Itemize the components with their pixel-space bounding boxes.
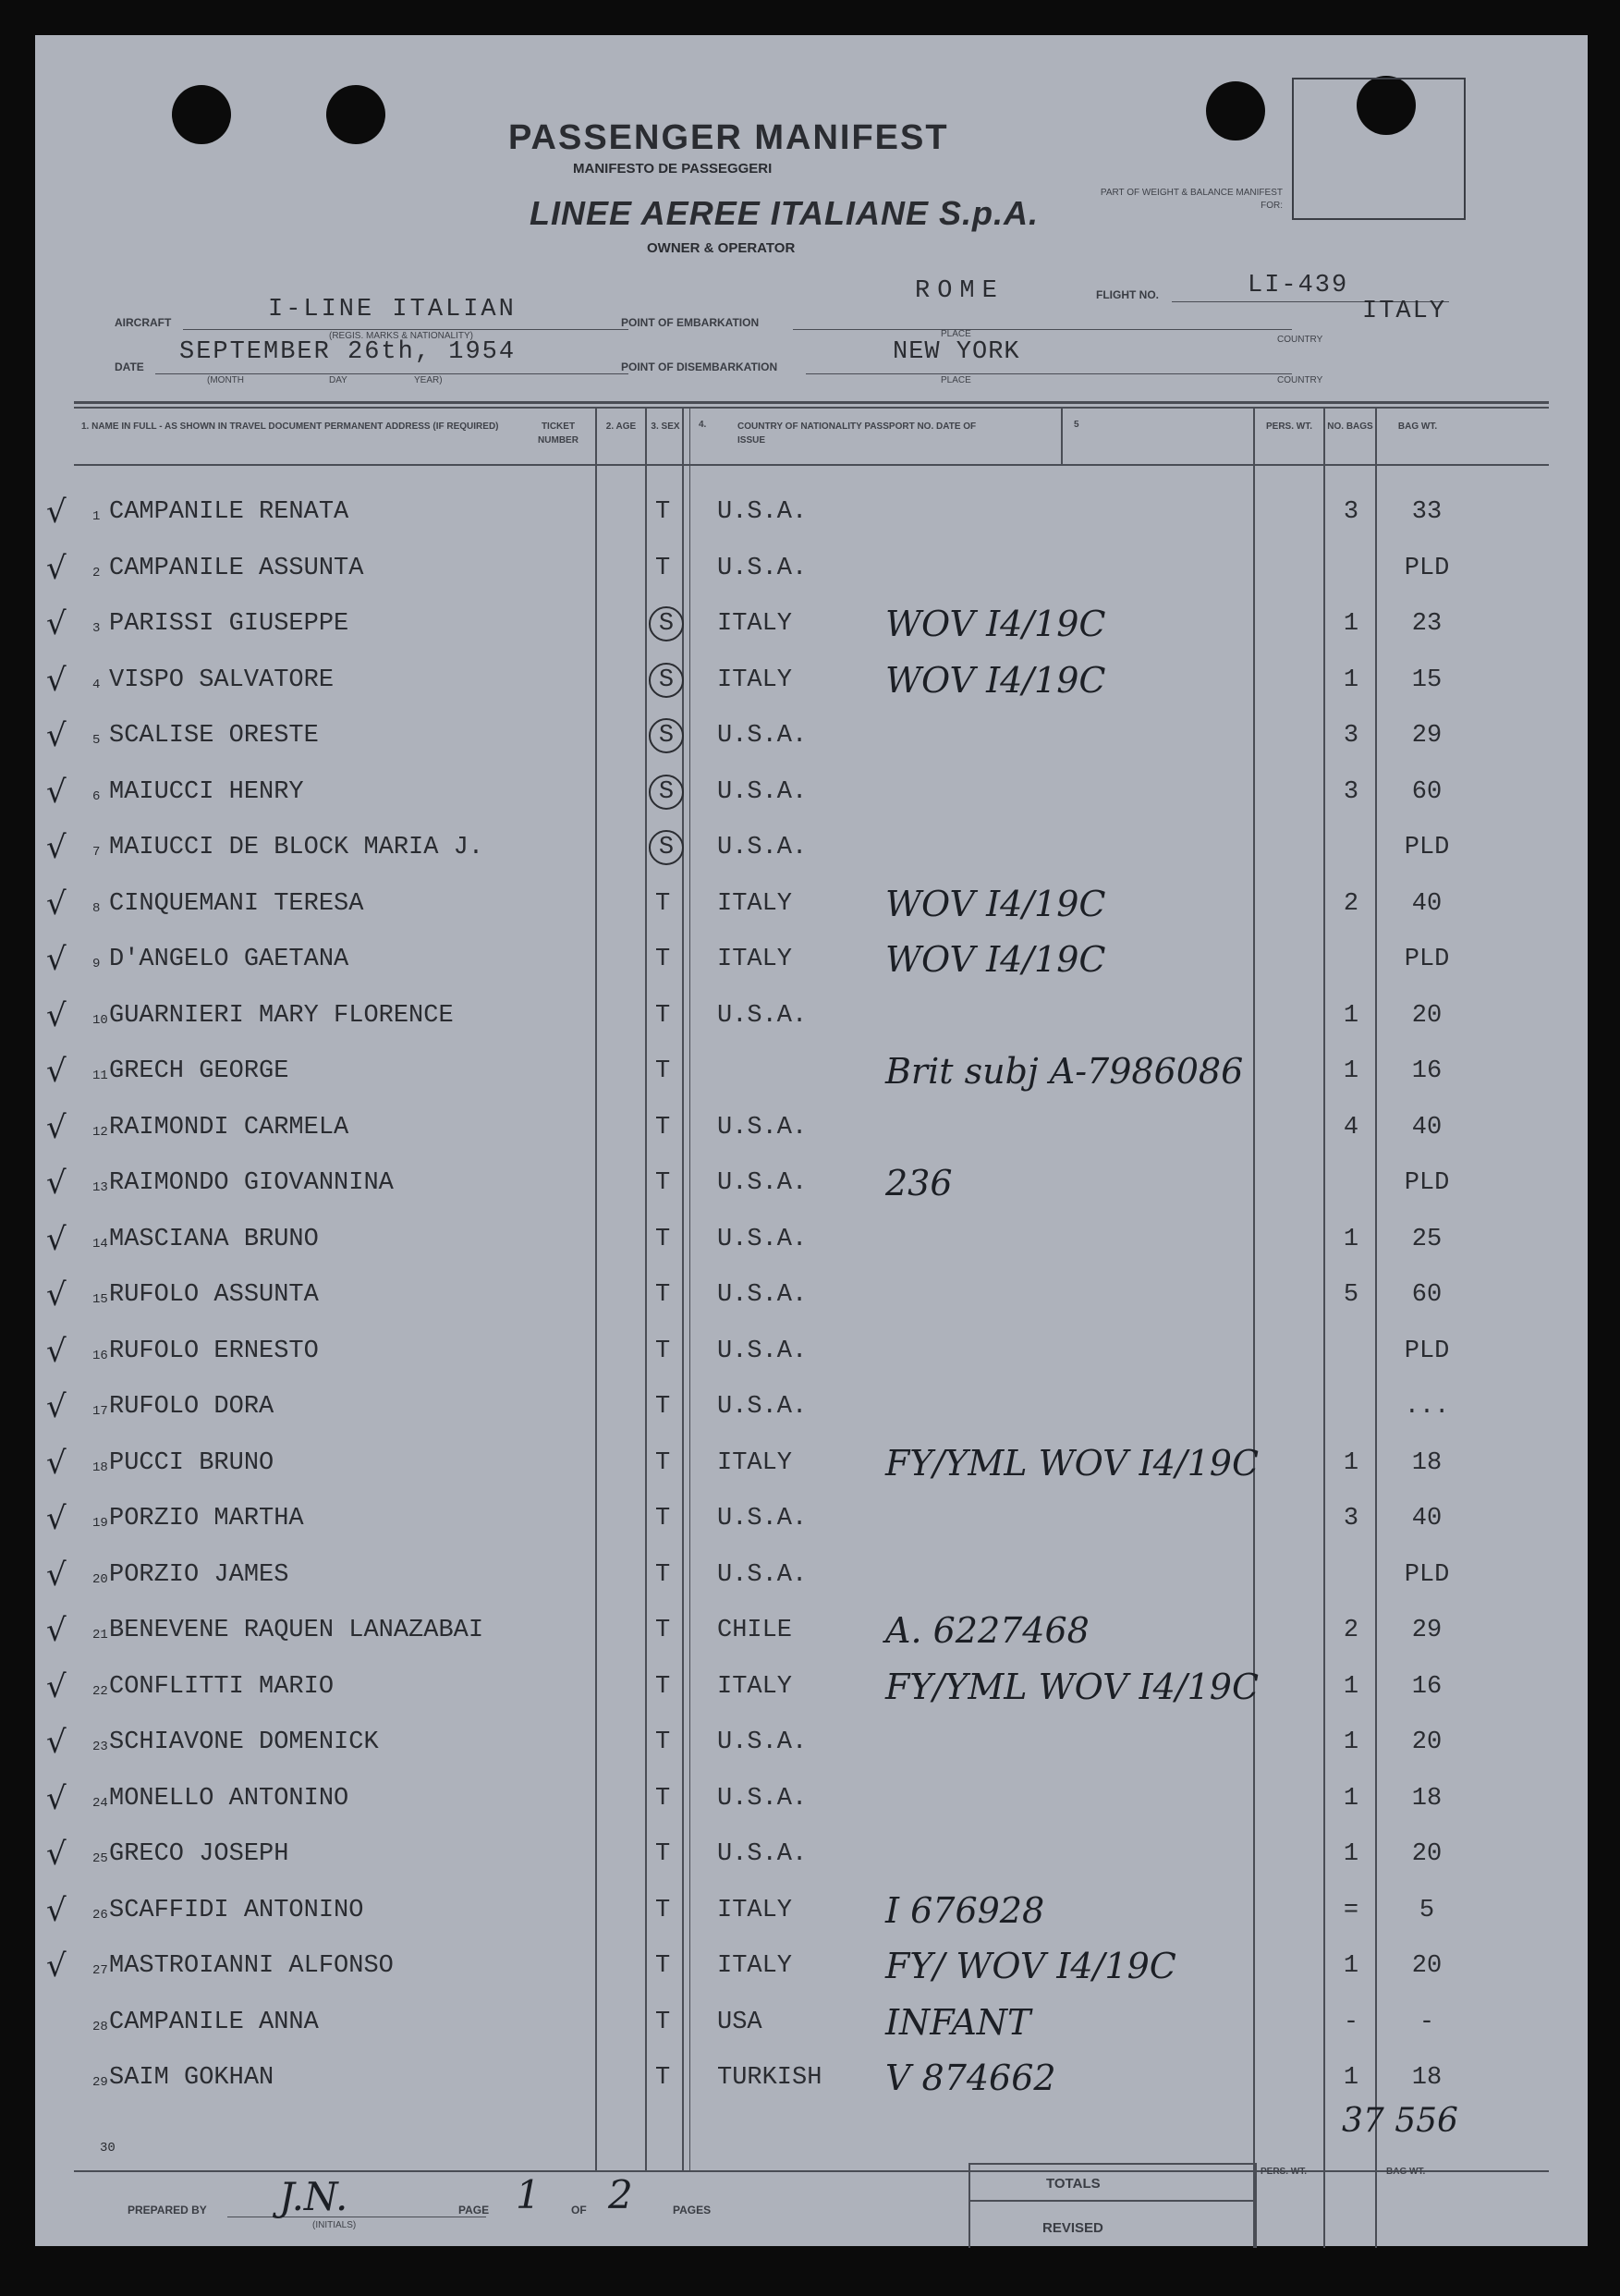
bag-weight: 18 [1411, 1785, 1443, 1813]
date-value: SEPTEMBER 26th, 1954 [179, 338, 517, 366]
bag-weight: 40 [1411, 1114, 1443, 1142]
check-mark: √ [46, 605, 67, 642]
embarkation-rule [793, 329, 1292, 330]
passenger-name: RAIMONDO GIOVANNINA [109, 1169, 394, 1197]
bag-weight: - [1419, 2009, 1435, 2036]
table-row [35, 1445, 1588, 1482]
punch-hole-2 [326, 85, 385, 144]
bag-weight: 40 [1411, 1505, 1443, 1533]
row-number: 20 [92, 1572, 108, 1587]
passenger-country: U.S.A. [717, 1169, 808, 1197]
passenger-sex: T [655, 890, 671, 918]
passenger-country: ITALY [717, 890, 793, 918]
passenger-country: U.S.A. [717, 1561, 808, 1589]
row-number: 9 [92, 957, 101, 971]
passenger-country: TURKISH [717, 2064, 822, 2092]
bag-count: 3 [1343, 498, 1359, 526]
passenger-document: FY/ WOV I4/19C [885, 1946, 1176, 1986]
footer-pers-wt-label: PERS. WT. [1261, 2167, 1308, 2177]
table-row [35, 662, 1588, 699]
check-mark: √ [46, 1445, 67, 1482]
row-number: 28 [92, 2020, 108, 2034]
disembarkation-label: POINT OF DISEMBARKATION [621, 360, 778, 373]
row-number: 1 [92, 509, 101, 524]
prepared-by-label: PREPARED BY [128, 2204, 207, 2217]
passenger-country: U.S.A. [717, 1728, 808, 1756]
bag-weight: 25 [1411, 1226, 1443, 1253]
table-row [35, 1165, 1588, 1202]
passenger-name: CONFLITTI MARIO [109, 1673, 335, 1701]
bag-weight: 20 [1411, 1952, 1443, 1980]
table-row [35, 1053, 1588, 1090]
table-row [35, 1333, 1588, 1370]
passenger-sex: T [655, 1169, 671, 1197]
passenger-sex: S [649, 718, 684, 753]
passenger-sex: T [655, 2009, 671, 2036]
embarkation-place-label: PLACE [941, 329, 971, 339]
country-label-1: COUNTRY [1277, 335, 1323, 345]
row-number: 17 [92, 1404, 108, 1419]
passenger-country: ITALY [717, 610, 793, 638]
table-row [35, 1724, 1588, 1761]
passenger-country: U.S.A. [717, 1785, 808, 1813]
bag-weight: PLD [1404, 1561, 1450, 1589]
weight-balance-box [1292, 78, 1466, 220]
passenger-sex: T [655, 1449, 671, 1477]
table-row [35, 941, 1588, 978]
passenger-sex: T [655, 1002, 671, 1030]
country-label-2: COUNTRY [1277, 375, 1323, 385]
bag-count: 1 [1343, 2064, 1359, 2092]
aircraft-sub-label: (REGIS. MARKS & NATIONALITY) [329, 331, 473, 341]
bag-count: 1 [1343, 1057, 1359, 1085]
passenger-country: U.S.A. [717, 1840, 808, 1868]
passenger-sex: T [655, 1057, 671, 1085]
passenger-country: U.S.A. [717, 1226, 808, 1253]
row-number: 29 [92, 2075, 108, 2090]
table-row [35, 1557, 1588, 1594]
passenger-sex: T [655, 555, 671, 582]
passenger-document: A. 6227468 [885, 1610, 1090, 1651]
passenger-name: BENEVENE RAQUEN LANAZABAI [109, 1617, 484, 1644]
bag-weight: 60 [1411, 778, 1443, 806]
passenger-document: INFANT [885, 2002, 1031, 2043]
date-sub-month: (MONTH [207, 375, 244, 385]
passenger-country: ITALY [717, 1449, 793, 1477]
check-mark: √ [46, 1557, 67, 1594]
passenger-name: MAIUCCI HENRY [109, 778, 304, 806]
table-row [35, 1948, 1588, 1985]
row-number: 12 [92, 1125, 108, 1140]
passenger-sex: T [655, 1505, 671, 1533]
bag-weight: PLD [1404, 555, 1450, 582]
table-row [35, 494, 1588, 531]
bag-count: 1 [1343, 1002, 1359, 1030]
passenger-country: U.S.A. [717, 1114, 808, 1142]
bag-weight: 29 [1411, 1617, 1443, 1644]
passenger-name: RUFOLO ERNESTO [109, 1337, 319, 1365]
bag-count: 1 [1343, 1449, 1359, 1477]
row-number: 15 [92, 1292, 108, 1307]
passenger-country: ITALY [717, 666, 793, 694]
passenger-country: U.S.A. [717, 1393, 808, 1421]
check-mark: √ [46, 1221, 67, 1258]
passenger-name: MONELLO ANTONINO [109, 1785, 349, 1813]
embarkation-value: ROME [915, 277, 1005, 305]
passenger-country: U.S.A. [717, 778, 808, 806]
table-top-rule-2 [74, 407, 1549, 409]
passenger-name: GRECO JOSEPH [109, 1840, 289, 1868]
row-number: 24 [92, 1796, 108, 1811]
table-row [35, 997, 1588, 1034]
passenger-country: U.S.A. [717, 498, 808, 526]
col-header-sex: 3. SEX [651, 421, 680, 432]
row-number: 21 [92, 1628, 108, 1643]
date-rule [155, 373, 628, 374]
check-mark: √ [46, 1388, 67, 1425]
passenger-country: CHILE [717, 1617, 793, 1644]
check-mark: √ [46, 1053, 67, 1090]
row-number: 14 [92, 1237, 108, 1252]
table-row [35, 1276, 1588, 1313]
bag-count: 1 [1343, 1785, 1359, 1813]
check-mark: √ [46, 550, 67, 587]
bag-weight: 18 [1411, 1449, 1443, 1477]
bag-weight: 16 [1411, 1673, 1443, 1701]
page-subtitle: MANIFESTO DE PASSEGGERI [573, 161, 773, 177]
date-label: DATE [115, 360, 144, 373]
passenger-country: U.S.A. [717, 834, 808, 861]
page-label: PAGE [458, 2204, 490, 2217]
col-header-pers-wt: PERS. WT. [1265, 421, 1312, 432]
bag-count: 2 [1343, 890, 1359, 918]
bag-weight: 40 [1411, 890, 1443, 918]
passenger-document: FY/YML WOV I4/19C [885, 1667, 1260, 1707]
passenger-name: VISPO SALVATORE [109, 666, 335, 694]
bag-weight: PLD [1404, 834, 1450, 861]
check-mark: √ [46, 885, 67, 922]
row-number: 13 [92, 1180, 108, 1195]
passenger-sex: T [655, 2064, 671, 2092]
passenger-sex: T [655, 1952, 671, 1980]
passenger-name: CAMPANILE ANNA [109, 2009, 319, 2036]
bag-count: 1 [1343, 1840, 1359, 1868]
col-header-nationality-no: 4. [699, 420, 707, 430]
passenger-name: SAIM GOKHAN [109, 2064, 274, 2092]
bag-count: 1 [1343, 1952, 1359, 1980]
table-header-rule [74, 464, 1549, 466]
row-number: 22 [92, 1684, 108, 1699]
country-value: ITALY [1362, 298, 1447, 325]
bag-count: = [1343, 1897, 1359, 1924]
col-header-5: 5 [1074, 420, 1079, 430]
bag-count: 1 [1343, 610, 1359, 638]
passenger-name: D'ANGELO GAETANA [109, 946, 349, 973]
table-row [35, 1109, 1588, 1146]
row-30-number: 30 [100, 2141, 116, 2156]
totals-label: TOTALS [1046, 2176, 1101, 2192]
owner-label: OWNER & OPERATOR [647, 240, 796, 256]
row-number: 16 [92, 1349, 108, 1363]
revised-label: REVISED [1042, 2220, 1103, 2236]
passenger-country: U.S.A. [717, 555, 808, 582]
passenger-sex: T [655, 1281, 671, 1309]
check-mark: √ [46, 774, 67, 811]
passenger-name: MASTROIANNI ALFONSO [109, 1952, 394, 1980]
disembarkation-rule [806, 373, 1292, 374]
bag-weight: 15 [1411, 666, 1443, 694]
row-number: 23 [92, 1740, 108, 1754]
passenger-name: SCAFFIDI ANTONINO [109, 1897, 364, 1924]
col-header-nationality: COUNTRY OF NATIONALITY PASSPORT NO. DATE OF ISSUE [737, 421, 977, 446]
passenger-country: U.S.A. [717, 722, 808, 750]
bag-count: 3 [1343, 722, 1359, 750]
passenger-document: WOV I4/19C [885, 660, 1106, 701]
embarkation-label: POINT OF EMBARKATION [621, 316, 760, 329]
table-row [35, 2004, 1588, 2041]
bag-count: 1 [1343, 1728, 1359, 1756]
passenger-country: U.S.A. [717, 1281, 808, 1309]
check-mark: √ [46, 1892, 67, 1929]
passenger-country: ITALY [717, 946, 793, 973]
check-mark: √ [46, 494, 67, 531]
passenger-sex: S [649, 830, 684, 865]
check-mark: √ [46, 1724, 67, 1761]
table-bottom-rule [74, 2170, 1549, 2172]
disembarkation-value: NEW YORK [893, 338, 1020, 366]
table-row [35, 1668, 1588, 1705]
bag-weight: 33 [1411, 498, 1443, 526]
bag-count: 3 [1343, 1505, 1359, 1533]
bag-weight: 5 [1419, 1897, 1435, 1924]
bag-weight: 20 [1411, 1840, 1443, 1868]
passenger-name: RAIMONDI CARMELA [109, 1114, 349, 1142]
bag-count: 1 [1343, 666, 1359, 694]
prepared-by-initials: J.N. [279, 2174, 348, 2219]
table-row [35, 2059, 1588, 2096]
check-mark: √ [46, 1333, 67, 1370]
punch-hole-1 [172, 85, 231, 144]
row-number: 4 [92, 678, 101, 692]
passenger-sex: T [655, 1617, 671, 1644]
passenger-name: MASCIANA BRUNO [109, 1226, 319, 1253]
table-row [35, 605, 1588, 642]
check-mark: √ [46, 1780, 67, 1817]
passenger-sex: T [655, 1673, 671, 1701]
passenger-name: PARISSI GIUSEPPE [109, 610, 349, 638]
row-number: 25 [92, 1851, 108, 1866]
passenger-document: WOV I4/19C [885, 884, 1106, 924]
airline-name: LINEE AEREE ITALIANE S.p.A. [530, 194, 1040, 232]
passenger-sex: T [655, 1785, 671, 1813]
row-number: 19 [92, 1516, 108, 1531]
bag-weight: 20 [1411, 1728, 1443, 1756]
passenger-country: USA [717, 2009, 762, 2036]
passenger-name: SCALISE ORESTE [109, 722, 319, 750]
passenger-document: FY/YML WOV I4/19C [885, 1443, 1260, 1484]
bag-weight: 18 [1411, 2064, 1443, 2092]
passenger-sex: T [655, 1728, 671, 1756]
date-sub-year: YEAR) [414, 375, 443, 385]
bag-weight: PLD [1404, 1169, 1450, 1197]
totals-box-rule [968, 2200, 1253, 2202]
row-number: 27 [92, 1963, 108, 1978]
passenger-name: CAMPANILE ASSUNTA [109, 555, 364, 582]
check-mark: √ [46, 1109, 67, 1146]
check-mark: √ [46, 1612, 67, 1649]
col-header-name: 1. NAME IN FULL - AS SHOWN IN TRAVEL DOCUMENT PERMANENT ADDRESS (IF REQUIRED) [81, 421, 499, 432]
footer-bag-wt-label: BAG WT. [1386, 2167, 1426, 2177]
passenger-country: U.S.A. [717, 1002, 808, 1030]
check-mark: √ [46, 1500, 67, 1537]
page-total: 2 [608, 2172, 633, 2217]
table-row [35, 1836, 1588, 1873]
col-header-age: 2. AGE [605, 421, 637, 432]
passenger-name: RUFOLO DORA [109, 1393, 274, 1421]
passenger-sex: T [655, 1840, 671, 1868]
row-number: 3 [92, 621, 101, 636]
page-number: 1 [516, 2172, 541, 2217]
check-mark: √ [46, 1836, 67, 1873]
row-number: 26 [92, 1908, 108, 1923]
passenger-sex: T [655, 1897, 671, 1924]
passenger-name: PUCCI BRUNO [109, 1449, 274, 1477]
passenger-sex: T [655, 1561, 671, 1589]
bag-weight: 20 [1411, 1002, 1443, 1030]
table-row [35, 550, 1588, 587]
passenger-name: GRECH GEORGE [109, 1057, 289, 1085]
table-row [35, 1500, 1588, 1537]
check-mark: √ [46, 1948, 67, 1985]
date-sub-day: DAY [329, 375, 347, 385]
bag-weight: 60 [1411, 1281, 1443, 1309]
running-total: 37 556 [1342, 2102, 1458, 2140]
aircraft-label: AIRCRAFT [115, 316, 172, 329]
passenger-sex: T [655, 1226, 671, 1253]
passenger-name: PORZIO MARTHA [109, 1505, 304, 1533]
row-number: 18 [92, 1460, 108, 1475]
manifest-sheet [35, 35, 1588, 2246]
bag-count: 1 [1343, 1673, 1359, 1701]
table-row [35, 1388, 1588, 1425]
row-number: 11 [92, 1069, 108, 1083]
row-number: 7 [92, 845, 101, 860]
flight-no-value: LI-439 [1248, 272, 1349, 299]
bag-weight: 29 [1411, 722, 1443, 750]
check-mark: √ [46, 829, 67, 866]
table-row [35, 1612, 1588, 1649]
check-mark: √ [46, 1276, 67, 1313]
bag-weight: ... [1404, 1393, 1450, 1421]
passenger-sex: S [649, 663, 684, 698]
passenger-country: ITALY [717, 1673, 793, 1701]
passenger-sex: S [649, 775, 684, 810]
table-top-rule [74, 401, 1549, 404]
passenger-sex: T [655, 498, 671, 526]
bag-weight: 23 [1411, 610, 1443, 638]
disembarkation-place-label: PLACE [941, 375, 971, 385]
passenger-document: V 874662 [885, 2058, 1056, 2098]
bag-weight: PLD [1404, 946, 1450, 973]
passenger-document: Brit subj A-7986086 [885, 1051, 1244, 1092]
passenger-name: GUARNIERI MARY FLORENCE [109, 1002, 454, 1030]
punch-hole-3 [1206, 81, 1265, 140]
passenger-sex: T [655, 1337, 671, 1365]
passenger-document: WOV I4/19C [885, 939, 1106, 980]
passenger-document: I 676928 [885, 1890, 1045, 1931]
aircraft-rule [183, 329, 628, 330]
passenger-name: RUFOLO ASSUNTA [109, 1281, 319, 1309]
table-row [35, 1780, 1588, 1817]
passenger-name: SCHIAVONE DOMENICK [109, 1728, 379, 1756]
row-number: 8 [92, 901, 101, 916]
initials-label: (INITIALS) [312, 2220, 357, 2230]
row-number: 6 [92, 789, 101, 804]
aircraft-value: I-LINE ITALIAN [268, 296, 517, 324]
table-row [35, 885, 1588, 922]
totals-box [968, 2163, 1257, 2248]
check-mark: √ [46, 997, 67, 1034]
passenger-sex: S [649, 606, 684, 641]
passenger-name: MAIUCCI DE BLOCK MARIA J. [109, 834, 484, 861]
check-mark: √ [46, 1668, 67, 1705]
passenger-name: PORZIO JAMES [109, 1561, 289, 1589]
passenger-sex: T [655, 1114, 671, 1142]
col-divider-5 [1061, 409, 1063, 464]
row-number: 10 [92, 1013, 108, 1028]
bag-count: 2 [1343, 1617, 1359, 1644]
passenger-country: ITALY [717, 1897, 793, 1924]
table-row [35, 829, 1588, 866]
row-number: 2 [92, 566, 101, 580]
page-title: PASSENGER MANIFEST [508, 118, 949, 157]
table-row [35, 1892, 1588, 1929]
of-label: OF [571, 2204, 587, 2217]
passenger-country: U.S.A. [717, 1505, 808, 1533]
passenger-name: CAMPANILE RENATA [109, 498, 349, 526]
check-mark: √ [46, 662, 67, 699]
bag-count: - [1343, 2009, 1359, 2036]
bag-weight: 16 [1411, 1057, 1443, 1085]
table-row [35, 1221, 1588, 1258]
passenger-country: U.S.A. [717, 1337, 808, 1365]
passenger-name: CINQUEMANI TERESA [109, 890, 364, 918]
bag-weight: PLD [1404, 1337, 1450, 1365]
bag-count: 5 [1343, 1281, 1359, 1309]
passenger-country: ITALY [717, 1952, 793, 1980]
col-header-no-bags: NO. BAGS [1327, 421, 1373, 432]
table-row [35, 717, 1588, 754]
row-number: 5 [92, 733, 101, 748]
check-mark: √ [46, 941, 67, 978]
flight-no-label: FLIGHT NO. [1096, 288, 1159, 301]
check-mark: √ [46, 1165, 67, 1202]
bag-count: 1 [1343, 1226, 1359, 1253]
check-mark: √ [46, 717, 67, 754]
passenger-document: WOV I4/19C [885, 604, 1106, 644]
col-header-bag-wt: BAG WT. [1397, 421, 1438, 432]
pages-label: PAGES [673, 2204, 712, 2217]
bag-count: 4 [1343, 1114, 1359, 1142]
table-row [35, 774, 1588, 811]
col-header-ticket: TICKET NUMBER [538, 421, 579, 446]
passenger-sex: T [655, 1393, 671, 1421]
passenger-sex: T [655, 946, 671, 973]
passenger-document: 236 [885, 1163, 953, 1203]
weight-balance-note: PART OF WEIGHT & BALANCE MANIFEST FOR: [1100, 188, 1283, 211]
bag-count: 3 [1343, 778, 1359, 806]
